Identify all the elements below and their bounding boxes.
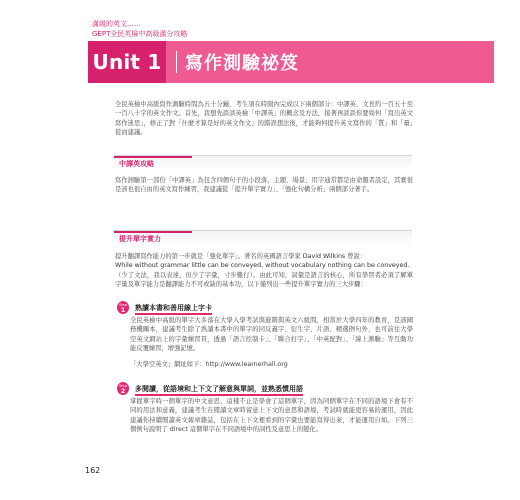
website-url: http://www.learnerhall.org — [205, 361, 288, 368]
step-1-url-line — [130, 360, 413, 369]
section-accent-bar — [114, 156, 192, 158]
section-heading-label: 提升單字實力 — [119, 235, 161, 243]
page-number: 162 — [85, 466, 101, 475]
step-1-paragraph: 全民英檢中高級的單字大多落在大學入學考試與進階與英文六級間，相當於大學四年的教育，是該國務機關本，建議考生除了熟讀本書中的單字的同反義字、衍生字、片語、精選例句外，也可前往大學空英文網站上的字彙練習頁，透過「語言控制卡」、「聯合打字」、「中英配對」、「線上測驗」等互動功能反覆練習，增強記憶。 — [130, 317, 413, 352]
running-head-book-title: GEPT全民英檢中高級滿分攻略 — [92, 30, 188, 38]
step-badge-word: Step — [119, 383, 127, 388]
step-title — [135, 304, 212, 313]
wilkins-quote: While without grammar little can be conveyed, without vocabulary nothing can be conveyed. — [115, 262, 410, 270]
section-heading-vocabulary — [114, 230, 412, 246]
unit-label-box — [88, 41, 166, 83]
section-translation-paragraph: 寫作測驗第一部份「中譯英」為包含四個句子的小段落，主題、場景、用字通常都是由命題者設定，其實很是該也很自由的英文寫作練習，我建議從「提升單字實力」、「強化句構分析」兩個部分著手。 — [115, 177, 413, 194]
author-name: David Wilkins — [302, 253, 346, 260]
section-accent-bar — [114, 231, 192, 233]
step-badge — [117, 301, 129, 314]
step-title-text: 多閱讀，從語境和上下文了解意與單詞，並熟悉慣用語 — [135, 385, 303, 396]
step-badge — [117, 382, 129, 395]
step-title-text: 熟讀本書和善用線上字卡 — [135, 304, 212, 315]
step-title — [135, 385, 303, 394]
section-vocabulary-paragraph — [115, 252, 413, 289]
step-2-paragraph: 掌握單字時一個單字的中文意思，這樣不止是學會了這個單字，因為同個單字在不同的語境下會有不同的用法和意義，建議考生在閱讀文章時留意上下文的意思和語境，考試時就能更容易的運用，因此建議你持續閱讀英文報章雜誌，包括在上下文裡看到的字彙也要能寫得出來，才能運用自如。下列三個例句說明了 direct 這個單字在不同語境中的詞性及意思上的變化。 — [130, 398, 413, 433]
title-divider — [176, 51, 177, 73]
intro-paragraph: 全民英檢中高級寫作測驗時間為五十分鐘，考生須在時限內完成以下兩個部分：中譯英、文長約一百五十至一百八十字的英文作文。首先，我想先談談英檢「中譯英」的概念及方法，接著再談談你要如何「寫出英文寫作迷思」，修正了對「什麼才算是好的英文作文」的錯誤想法後，才能夠何提升英文寫作的「質」和「量」從而建議。 — [115, 101, 413, 136]
vocab-text-pre: 提升翻譯寫作能力的第一步就是「強化單字」。著名的英國語言學家 — [115, 253, 301, 260]
chapter-title: 寫作測驗祕笈 — [185, 53, 299, 74]
section-heading-translation — [114, 155, 412, 171]
step-badge-number: 1 — [120, 305, 126, 314]
url-label: 「大學空英文」網址如下： — [130, 361, 206, 368]
unit-label: Unit 1 — [92, 50, 162, 74]
running-head — [92, 19, 187, 39]
step-badge-word: Step — [119, 302, 127, 307]
vocab-text-post: （少了文法，我以表達，但少了字彙，寸步難行）。由此可知，詞彙是語言的核心，所有學習者必須了解單字量及單字能力是翻譯能力不可或缺的基本功，以下僅列出一些提升單字實力的三大步驟： — [115, 271, 413, 288]
running-head-series: 滿級的英文…… — [92, 20, 141, 28]
step-badge-number: 2 — [120, 386, 126, 395]
vocab-text-mid: 曾說： — [347, 253, 367, 260]
chapter-title-band — [88, 41, 494, 83]
section-heading-label: 中譯英攻略 — [119, 160, 154, 168]
